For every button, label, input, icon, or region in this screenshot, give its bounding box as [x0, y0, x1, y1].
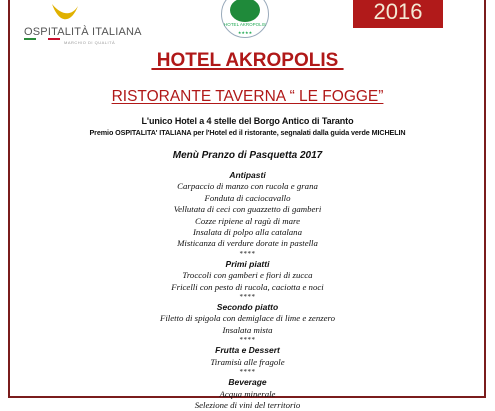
menu-item: Selezione di vini del territorio: [194, 399, 301, 410]
year-badge: 2016: [353, 0, 443, 28]
menu-item: Fricelli con pesto di rucola, caciotta e noci: [171, 281, 324, 292]
section-heading-beverage: Beverage: [228, 377, 267, 388]
menu-item: Filetto di spigola con demiglace di lime e zenzero: [159, 313, 336, 324]
ospitalita-tagline: MARCHIO DI QUALITÀ: [64, 40, 116, 45]
menu-title: Menù Pranzo di Pasquetta 2017: [172, 150, 323, 161]
menu-item: Carpaccio di manzo con rucola e grana: [177, 181, 318, 192]
menu-item: Misticanza di verdure dorate in pastella: [177, 238, 318, 249]
section-heading-dessert: Frutta e Dessert: [215, 345, 280, 356]
restaurant-title: [0, 88, 495, 106]
section-separator: ****: [239, 249, 256, 258]
hotel-title: [0, 50, 495, 72]
hotel-title-text: HOTEL AKROPOLIS: [151, 50, 344, 71]
menu-list: [0, 170, 495, 411]
section-separator: ****: [239, 293, 256, 302]
menu-item: Acqua minerale: [219, 388, 276, 399]
intro-line-2: Premio OSPITALITA' ITALIANA per l'Hotel ed il ristorante, segnalati dalla guida verde MICHELIN: [89, 128, 406, 137]
hotel-logo-title: HOTEL AKROPOLIS: [224, 22, 266, 27]
menu-item: Vellutata di ceci con guazzetto di gamberi: [173, 204, 322, 215]
section-separator: ****: [239, 336, 256, 345]
menu-item: Troccoli con gamberi e fiori di zucca: [182, 270, 313, 281]
ospitalita-italiana-logo: [20, 0, 170, 48]
menu-item: Insalata di polpo alla catalana: [193, 227, 302, 238]
ospitalita-brand: OSPITALITÀ ITALIANA: [24, 26, 142, 38]
section-heading-secondo: Secondo piatto: [216, 302, 279, 313]
section-heading-primi: Primi piatti: [225, 258, 270, 269]
hotel-logo-stars: ★★★★: [237, 30, 253, 35]
section-separator: ****: [239, 368, 256, 377]
menu-item: Cozze ripiene al ragù di mare: [195, 215, 300, 226]
swoosh-icon: [50, 0, 80, 26]
intro-line-1: L'unico Hotel a 4 stelle del Borgo Antico di Taranto: [141, 116, 354, 126]
restaurant-title-text: RISTORANTE TAVERNA “ LE FOGGE”: [111, 88, 384, 105]
menu-item: Tiramisù alle fragole: [210, 356, 285, 367]
menu-item: Fonduta di caciocavallo: [204, 192, 291, 203]
menu-item: Insalata mista: [222, 324, 273, 335]
italian-flag-line: [24, 38, 60, 40]
section-heading-antipasti: Antipasti: [229, 170, 266, 180]
hotel-akropolis-logo: [219, 0, 271, 38]
